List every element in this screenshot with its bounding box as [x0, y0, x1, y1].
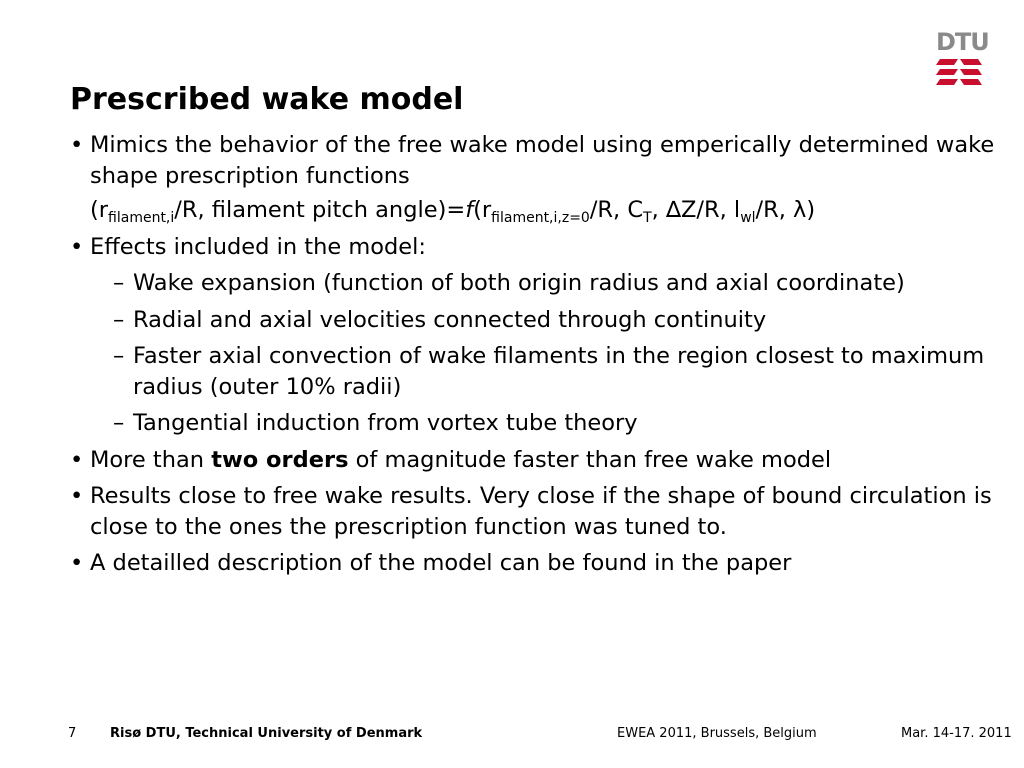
bullet-mimics	[70, 130, 1010, 191]
logo-text: DTU	[936, 28, 989, 56]
footer-organization: Risø DTU, Technical University of Denmark	[110, 726, 423, 741]
bullet-effects	[70, 232, 1010, 263]
sub-bullet-wake-expansion	[70, 268, 1010, 299]
footer-date: Mar. 14-17. 2011	[901, 726, 1012, 741]
formula-part: , ∆Z/R, l	[651, 197, 741, 223]
dash-marker: –	[113, 343, 125, 369]
slide-body	[70, 130, 1010, 585]
bullet-text: A detailled description of the model can be found in the paper	[90, 550, 792, 576]
bullet-results	[70, 481, 1010, 542]
formula-part: /R, λ)	[755, 197, 816, 223]
dash-marker: –	[113, 410, 125, 436]
sub-bullet-text: Radial and axial velocities connected through continuity	[133, 306, 767, 333]
bullet-text-bold: two orders	[211, 446, 349, 473]
bullet-marker: •	[70, 483, 84, 509]
formula-subscript: T	[643, 210, 652, 226]
dtu-wave-icon	[936, 57, 982, 93]
dash-marker: –	[113, 270, 125, 296]
formula-part: /R, C	[589, 197, 644, 223]
formula-part: (r	[473, 197, 492, 223]
footer-event: EWEA 2011, Brussels, Belgium	[617, 726, 817, 741]
slide-title: Prescribed wake model	[70, 82, 464, 117]
formula-part: (r	[90, 197, 109, 223]
dtu-logo	[936, 28, 989, 92]
footer-page-number: 7	[68, 726, 77, 741]
bullet-text: Effects included in the model:	[90, 233, 426, 260]
formula-subscript: wl	[740, 210, 756, 226]
sub-bullet-velocities	[70, 305, 1010, 336]
sub-bullet-text: Faster axial convection of wake filaments in the region closest to maximum radius (outer 10% radii)	[133, 343, 985, 400]
sub-bullet-convection	[70, 341, 1010, 402]
formula-subscript: filament,i	[108, 210, 175, 226]
sub-bullet-text: Tangential induction from vortex tube theory	[133, 410, 638, 436]
bullet-description	[70, 548, 1010, 579]
bullet-marker: •	[70, 446, 84, 473]
dash-marker: –	[113, 306, 125, 333]
sub-bullet-tangential	[70, 408, 1010, 439]
bullet-marker: •	[70, 132, 84, 158]
formula-subscript: filament,i,z=0	[491, 210, 590, 226]
formula-function: f	[465, 197, 474, 223]
bullet-text: Results close to free wake results. Very close if the shape of bound circulation is close to the ones the prescription function was tuned to.	[90, 483, 992, 540]
bullet-marker: •	[70, 233, 84, 260]
bullet-text-post: of magnitude faster than free wake model	[348, 446, 832, 473]
formula-part: /R, filament pitch angle)=	[174, 197, 466, 223]
formula-line	[70, 195, 1010, 226]
bullet-text-pre: More than	[90, 446, 212, 473]
bullet-text: Mimics the behavior of the free wake model using emperically determined wake shape prescription functions	[90, 132, 995, 189]
bullet-marker: •	[70, 550, 84, 576]
sub-bullet-text: Wake expansion (function of both origin radius and axial coordinate)	[133, 270, 905, 296]
bullet-speed	[70, 445, 1010, 476]
